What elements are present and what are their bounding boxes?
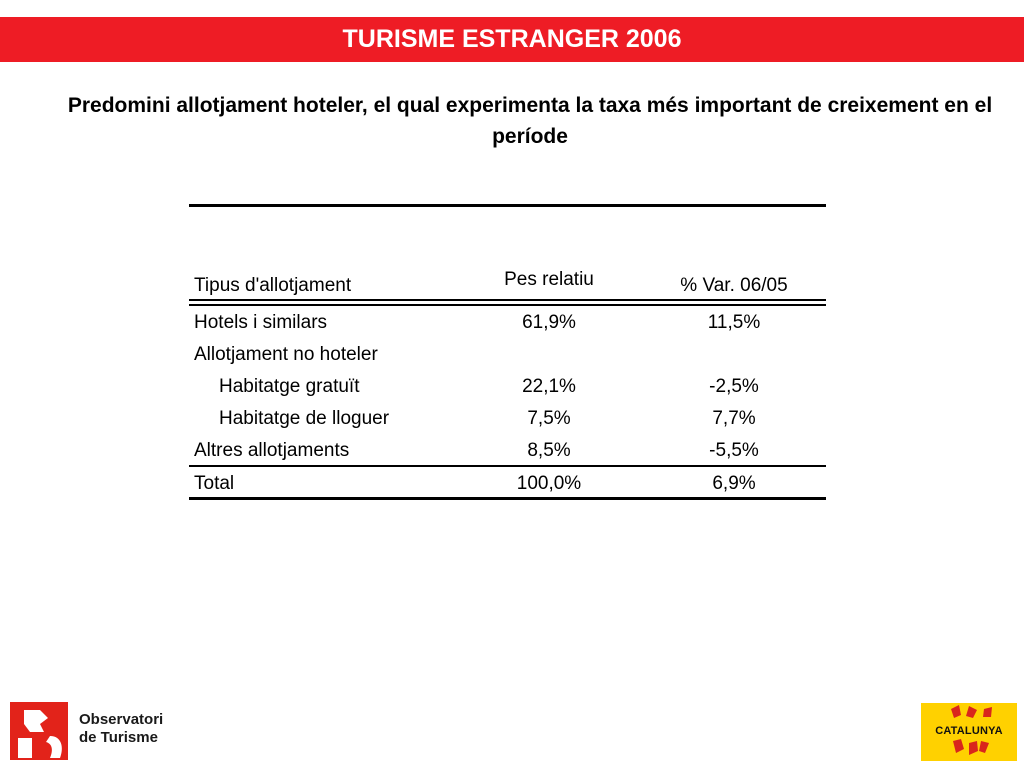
observatori-logo — [8, 702, 208, 762]
column-header-tipus: Tipus d'allotjament — [194, 275, 352, 296]
table-top-rule — [189, 204, 826, 207]
column-header-var: % Var. 06/05 — [680, 275, 788, 296]
observatori-mark-icon — [10, 702, 68, 760]
observatori-logo-text — [79, 711, 163, 747]
row-var: 7,7% — [712, 408, 756, 429]
total-pes: 100,0% — [516, 473, 582, 494]
row-pes: 8,5% — [527, 440, 571, 461]
total-var: 6,9% — [712, 473, 756, 494]
row-label: Allotjament no hoteler — [194, 344, 378, 365]
row-label: Habitatge de lloguer — [219, 408, 390, 429]
row-var: -2,5% — [709, 376, 759, 397]
row-var: -5,5% — [709, 440, 759, 461]
header-rule-lower — [189, 304, 826, 306]
column-header-pes: Pes relatiu — [504, 269, 594, 290]
row-pes: 22,1% — [522, 376, 576, 397]
row-label: Habitatge gratuït — [219, 376, 360, 397]
row-label: Altres allotjaments — [194, 440, 350, 461]
catalunya-text: CATALUNYA — [935, 725, 1003, 737]
table-bottom-rule — [189, 497, 826, 500]
observatori-line2: de Turisme — [79, 729, 158, 746]
slide-subtitle: Predomini allotjament hoteler, el qual experimenta la taxa més important de creixement en el període — [67, 94, 993, 148]
row-pes: 61,9% — [522, 312, 576, 333]
row-label: Hotels i similars — [194, 312, 328, 333]
total-label: Total — [194, 473, 235, 494]
observatori-line1: Observatori — [79, 711, 164, 728]
row-pes: 7,5% — [527, 408, 571, 429]
row-var: 11,5% — [707, 312, 761, 333]
header-banner — [0, 17, 1024, 62]
catalunya-logo — [921, 703, 1017, 761]
total-rule-top — [189, 465, 826, 467]
header-rule-upper — [189, 299, 826, 301]
page-title: TURISME ESTRANGER 2006 — [342, 25, 682, 53]
